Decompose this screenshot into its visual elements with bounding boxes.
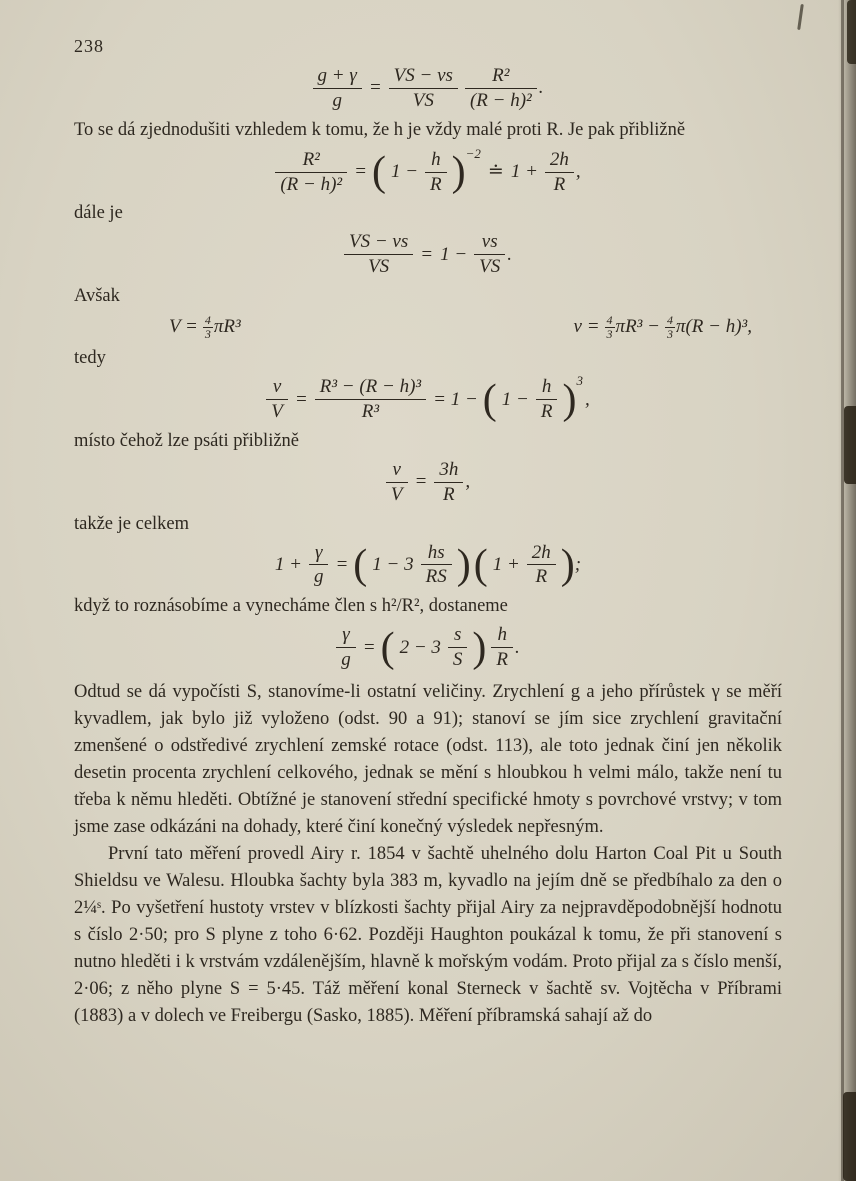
close-paren: ): [562, 376, 577, 423]
fraction: [421, 542, 452, 589]
paragraph-measurements-history: První tato měření provedl Airy r. 1854 v šachtě uhelného dolu Harton Coal Pit u South Shieldsu ve Walesu. Hloubka šachty byla 383 m, kyvadlo na jejím dně se předbíhalo za den o 2¼ˢ. Po vyšetření hustoty vrstev v blízkosti šachty přijal Airy za nejpravděpodobnější hodnotu s číslo 2·50; pro S plyne z toho 6·62. Později Haughton poukázal k tomu, že při stanovení s nutno hleděti i k vrstvám vzdálenějším, hlavně k mořským vodám. Proto přijal za s číslo menší, 2·06; z něho plyne S = 5·45. Táž měření konal Sterneck v šachtě sv. Vojtěcha v Příbrami (1883) a v dolech ve Freibergu (Sasko, 1885). Měření příbramská sahají až do: [74, 844, 783, 1026]
small-fraction-numerator: 4: [204, 313, 211, 328]
fraction-numerator: s: [448, 624, 468, 648]
fraction: [309, 542, 329, 589]
text-line-avsak: Avšak: [74, 286, 120, 307]
scan-mark-top-right: [797, 4, 804, 30]
equals-term: = 1 −: [433, 388, 478, 410]
equals-sign: =: [294, 388, 308, 410]
term: 1 +: [510, 161, 538, 183]
fraction: [344, 231, 413, 278]
fraction-numerator: v: [266, 376, 288, 400]
fraction-denominator: g: [341, 649, 351, 671]
fraction-numerator: R³ − (R − h)³: [315, 376, 426, 400]
small-fraction: [665, 314, 675, 340]
page-content: [74, 36, 782, 1030]
fraction-numerator: R²: [275, 149, 347, 173]
equals-sign: =: [335, 554, 349, 576]
fraction-denominator: V: [271, 401, 283, 423]
small-fraction-denominator: 3: [204, 326, 211, 341]
punctuation: .: [515, 636, 520, 658]
open-paren: (: [380, 624, 395, 671]
formula-simplified-ratio: [74, 459, 782, 506]
fraction-denominator: (R − h)²: [280, 173, 343, 195]
term: π(R − h)³,: [675, 316, 752, 338]
equals-sign: =: [368, 77, 382, 99]
fraction: [315, 376, 426, 423]
fraction-numerator: h: [491, 624, 513, 648]
fraction-denominator: R: [535, 566, 548, 588]
fraction-numerator: vs: [474, 231, 505, 255]
fraction: [448, 624, 468, 671]
paragraph-discussion: Odtud se dá vypočísti S, stanovíme-li ostatní veličiny. Zrychlení g a jeho přírůstek γ se měří kyvadlem, jak bylo již vyloženo (odst. 90 a 91); stanoví se jím sice zrychlení gravitační zmenšené o odstředivé zrychlení zemské rotace (odst. 113), ale toto jednak činí jen několik desetin procenta zrychlení celkového, jednak se mění s hloubkou h velmi málo, takže není tu třeba k němu hleděti. Obtížné je stanovení střední specifické hmoty s povrchové vrstvy; v tom jsme zase odkázáni na dohady, které činí konečný výsledek nepřesným.: [74, 682, 782, 837]
equals-sign: =: [414, 471, 428, 493]
equals-sign: =: [362, 636, 376, 658]
term: 1 − 3: [372, 554, 414, 576]
fraction: [386, 459, 408, 506]
fraction: [275, 149, 347, 196]
open-paren: (: [353, 541, 368, 588]
exponent: −2: [465, 145, 481, 161]
formula-shell-ratio: [74, 373, 782, 423]
close-paren: ): [560, 541, 575, 588]
text-line-takze: takže je celkem: [74, 513, 190, 534]
fraction: [336, 624, 356, 671]
page-number: 238: [74, 36, 104, 56]
term: πR³: [213, 316, 241, 338]
binding-crease-line: [841, 0, 844, 1181]
fraction-denominator: R: [430, 173, 442, 195]
punctuation: ;: [574, 554, 582, 576]
fraction-denominator: R: [496, 649, 508, 671]
fraction: [491, 624, 513, 671]
small-fraction-denominator: 3: [666, 326, 673, 341]
small-fraction-denominator: 3: [606, 326, 613, 341]
fraction-denominator: R³: [361, 401, 380, 423]
small-fraction-numerator: 4: [666, 313, 673, 328]
close-paren: ): [456, 541, 471, 588]
fraction-numerator: 2h: [527, 542, 556, 566]
close-paren: ): [451, 149, 466, 196]
fraction-denominator: RS: [425, 566, 447, 588]
equals-sign: =: [420, 243, 434, 265]
small-fraction-numerator: 4: [606, 313, 613, 328]
open-paren: (: [482, 376, 497, 423]
term: 1 +: [492, 554, 520, 576]
term: πR³ −: [615, 316, 660, 338]
fraction: [474, 231, 505, 278]
open-paren: (: [371, 149, 386, 196]
fraction-numerator: γ: [336, 624, 356, 648]
term: 2 − 3: [399, 636, 441, 658]
formula-sphere-volumes: [74, 312, 782, 342]
fraction-numerator: g + γ: [313, 65, 362, 89]
fraction-denominator: VS: [368, 256, 390, 278]
scan-smudge-middle: [844, 406, 856, 484]
fraction: [536, 376, 558, 423]
fraction-denominator: R: [553, 173, 566, 195]
term: 1 +: [274, 554, 302, 576]
formula-final-result: [74, 624, 782, 671]
fraction: [425, 149, 447, 196]
small-fraction: [203, 314, 213, 340]
fraction-numerator: 2h: [545, 149, 574, 173]
fraction-denominator: VS: [479, 256, 501, 278]
fraction: [465, 65, 537, 112]
fraction-denominator: g: [313, 566, 324, 588]
fraction: [527, 542, 556, 589]
fraction-numerator: h: [536, 376, 558, 400]
open-paren: (: [473, 541, 488, 588]
punctuation: .: [507, 243, 513, 265]
term: 1 −: [501, 388, 529, 410]
formula-volume-v-shell: [574, 314, 752, 340]
paragraph-intro: To se dá zjednodušiti vzhledem k tomu, že h je vždy malé proti R. Je pak přibližně: [74, 119, 686, 140]
fraction: [434, 459, 463, 506]
fraction-numerator: hs: [421, 542, 452, 566]
fraction-denominator: R: [540, 401, 553, 423]
fraction: [389, 65, 458, 112]
fraction-denominator: g: [332, 89, 342, 111]
equals-sign: =: [354, 161, 367, 183]
scan-smudge-top: [847, 0, 856, 64]
fraction-numerator: VS − vs: [344, 231, 413, 255]
formula-volume-ratio: [74, 231, 782, 278]
fraction-denominator: S: [452, 649, 463, 671]
approx-equals-sign: ≐: [487, 161, 504, 183]
fraction-numerator: γ: [309, 542, 329, 566]
scan-smudge-bottom: [843, 1092, 856, 1181]
punctuation: ,: [465, 471, 471, 493]
fraction: [313, 65, 362, 112]
term: 1 −: [440, 243, 468, 265]
text-line-misto: místo čehož lze psáti přibližně: [74, 430, 300, 451]
exponent: 3: [576, 373, 583, 389]
formula-combined: [74, 542, 782, 589]
fraction-numerator: 3h: [434, 459, 463, 483]
fraction-numerator: v: [386, 459, 408, 483]
fraction-denominator: (R − h)²: [469, 89, 532, 111]
formula-main-ratio: [74, 65, 782, 112]
fraction-numerator: R²: [465, 65, 537, 89]
formula-approximation-1: [74, 145, 782, 196]
text-line-kdyz: když to roznásobíme a vynecháme člen s h²/R², dostaneme: [74, 596, 508, 617]
small-fraction: [605, 314, 615, 340]
term: V =: [169, 316, 198, 338]
fraction: [545, 149, 574, 196]
fraction-denominator: VS: [412, 89, 434, 111]
punctuation: ,: [575, 161, 581, 183]
term: v =: [573, 316, 600, 338]
fraction-numerator: VS − vs: [389, 65, 458, 89]
formula-volume-V: [169, 314, 241, 340]
text-line-tedy: tedy: [74, 348, 106, 369]
fraction-numerator: h: [425, 149, 447, 173]
close-paren: ): [472, 624, 487, 671]
fraction: [266, 376, 288, 423]
punctuation: .: [538, 77, 544, 99]
term: 1 −: [390, 161, 419, 183]
fraction-denominator: V: [390, 483, 403, 505]
punctuation: ,: [584, 388, 590, 410]
text-line-dale-je: dále je: [74, 203, 123, 224]
fraction-denominator: R: [443, 483, 455, 505]
